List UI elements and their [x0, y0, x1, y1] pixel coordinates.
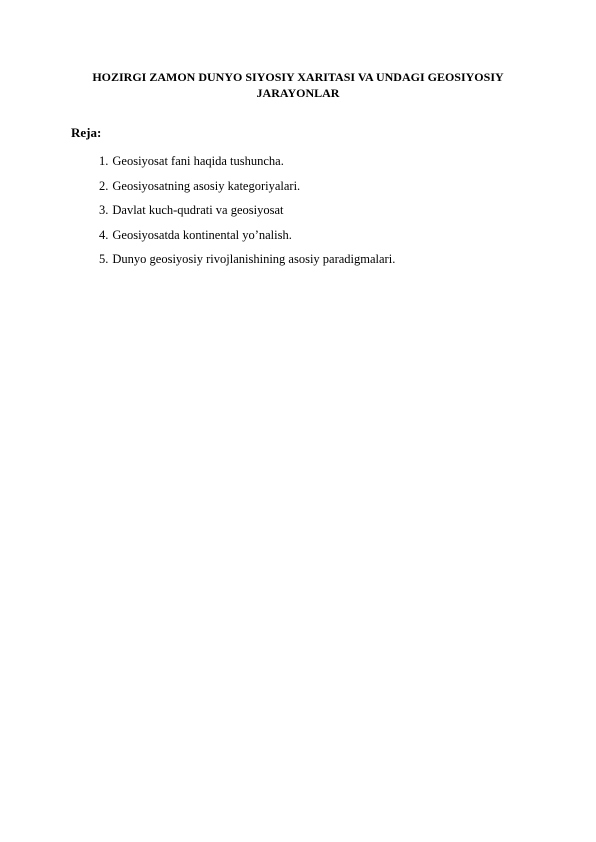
plan-item: [99, 198, 395, 223]
plan-list: [99, 149, 395, 272]
plan-item: [99, 247, 395, 272]
plan-item-number: 4.: [99, 227, 109, 242]
plan-item-text: Geosiyosatda kontinental yo’nalish.: [112, 227, 292, 242]
plan-item-text: Dunyo geosiyosiy rivojlanishining asosiy paradigmalari.: [112, 252, 396, 266]
plan-item-text: Geosiyosat fani haqida tushuncha.: [112, 154, 284, 168]
document-title-line-2: JARAYONLAR: [256, 86, 340, 100]
plan-item: [99, 149, 395, 174]
plan-item: [99, 174, 395, 199]
plan-item-number: 5.: [99, 252, 109, 266]
plan-item-text: Geosiyosatning asosiy kategoriyalari.: [112, 178, 301, 193]
plan-item-number: 2.: [99, 178, 109, 193]
document-title-line-1: HOZIRGI ZAMON DUNYO SIYOSIY XARITASI VA UNDAGI GEOSIYOSIY: [92, 70, 504, 84]
plan-heading: Reja:: [71, 125, 102, 140]
document-title: [60, 69, 536, 101]
plan-item-text: Davlat kuch-qudrati va geosiyosat: [112, 203, 284, 217]
plan-item-number: 3.: [99, 203, 109, 217]
plan-item: [99, 223, 395, 248]
plan-item-number: 1.: [99, 154, 109, 168]
